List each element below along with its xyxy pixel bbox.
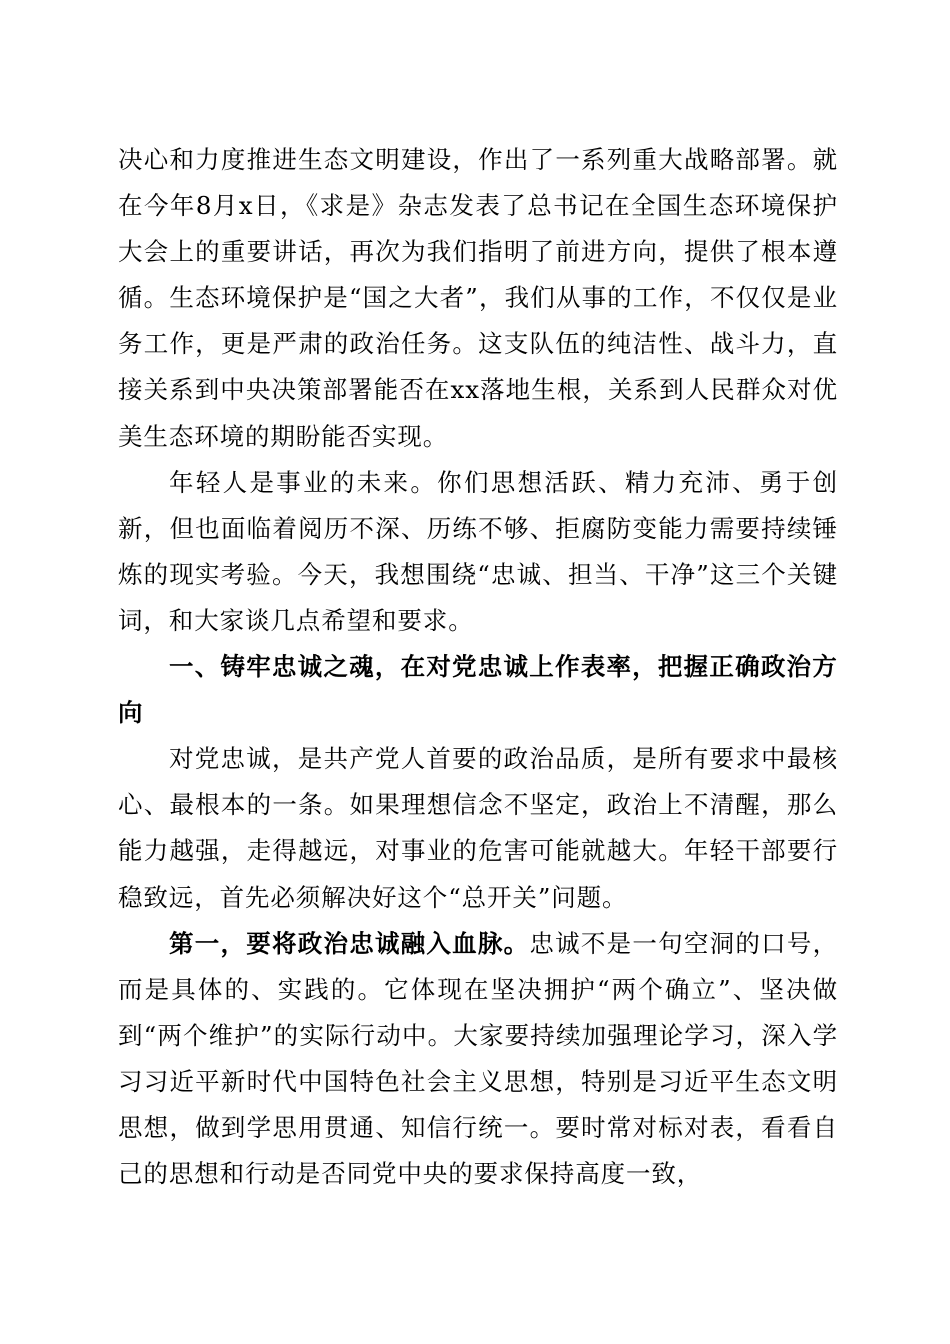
- document-body: [118, 137, 838, 1197]
- first-point-lead: 第一，要将政治忠诚融入血脉。: [169, 928, 530, 958]
- paragraph-loyalty: 对党忠诚，是共产党人首要的政治品质，是所有要求中最核心、最根本的一条。如果理想信念不坚定，政治上不清醒，那么能力越强，走得越远，对事业的危害可能就越大。年轻干部要行稳致远，首先必须解决好这个“总开关”问题。: [118, 744, 838, 912]
- paragraph-continuation: 决心和力度推进生态文明建设，作出了一系列重大战略部署。就在今年8月x日，《求是》杂志发表了总书记在全国生态环境保护大会上的重要讲话，再次为我们指明了前进方向，提供了根本遵循。生态环境保护是“国之大者”，我们从事的工作，不仅仅是业务工作，更是严肃的政治任务。这支队伍的纯洁性、战斗力，直接关系到中央决策部署能否在xx落地生根，关系到人民群众对优美生态环境的期盼能否实现。: [118, 145, 838, 451]
- section-heading-1: 一、铸牢忠诚之魂，在对党忠诚上作表率，把握正确政治方向: [118, 652, 838, 728]
- paragraph-youth: 年轻人是事业的未来。你们思想活跃、精力充沛、勇于创新，但也面临着阅历不深、历练不够、拒腐防变能力需要持续锤炼的现实考验。今天，我想围绕“忠诚、担当、干净”这三个关键词，和大家谈几点希望和要求。: [118, 467, 838, 635]
- first-point-body: 忠诚不是一句空洞的口号，而是具体的、实践的。它体现在坚决拥护“两个确立”、坚决做到“两个维护”的实际行动中。大家要持续加强理论学习，深入学习习近平新时代中国特色社会主义思想，特别是习近平生态文明思想，做到学思用贯通、知信行统一。要时常对标对表，看看自己的思想和行动是否同党中央的要求保持高度一致，: [118, 928, 838, 1189]
- paragraph-first-point: [118, 921, 838, 1198]
